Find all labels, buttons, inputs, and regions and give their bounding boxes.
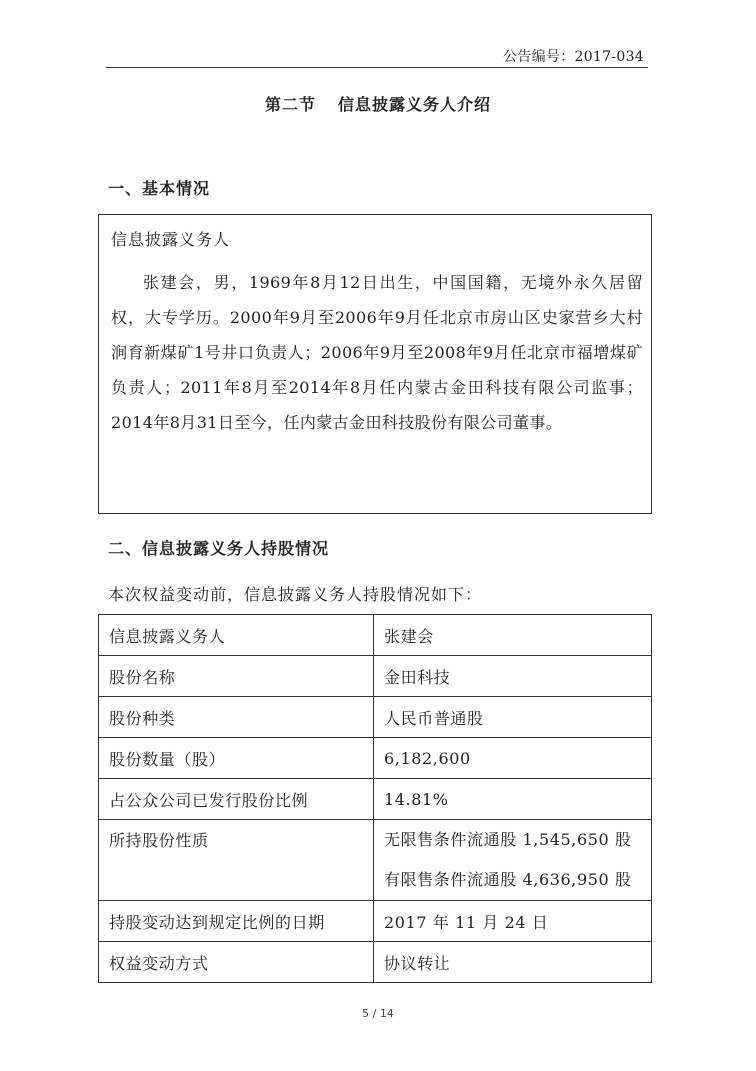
table-row [99,901,652,942]
holdings-intro: 本次权益变动前，信息披露义务人持股情况如下： [108,585,483,604]
table-row [99,820,652,901]
section-number: 第二节 [264,95,316,114]
row-label: 所持股份性质 [99,820,374,901]
bio-paragraph: 张建会，男，1969年8月12日出生，中国国籍，无境外永久居留权，大专学历。2000年9月至2006年9月任北京市房山区史家营乡大村涧育新煤矿1号井口负责人；2006年9月至2008年9月任北京市福增煤矿负责人；2011年8月至2014年8月任内蒙古金田科技有限公司监事；2014年8月31日至今，任内蒙古金田科技股份有限公司董事。 [111,273,643,432]
section-name: 信息披露义务人介绍 [338,95,492,114]
basic-info-heading: 一、基本情况 [108,179,211,198]
table-row [99,615,652,656]
table-row [99,738,652,779]
restricted-shares: 有限售条件流通股 4,636,950 股 [384,870,632,889]
row-label: 权益变动方式 [99,942,374,983]
basic-info-box [98,214,652,514]
page-number: 5 / 14 [362,1007,394,1020]
row-value: 协议转让 [374,942,652,983]
row-value: 2017 年 11 月 24 日 [374,901,652,942]
row-value: 金田科技 [374,656,652,697]
announcement-number: 公告编号：2017-034 [503,49,644,65]
section-title [0,92,756,115]
row-value: 人民币普通股 [374,697,652,738]
row-label: 股份数量（股） [99,738,374,779]
holdings-table [98,614,652,983]
box-title: 信息披露义务人 [111,230,231,249]
table-row [99,942,652,983]
unrestricted-shares: 无限售条件流通股 1,545,650 股 [384,830,632,849]
row-label: 信息披露义务人 [99,615,374,656]
header-divider [106,67,648,68]
table-row [99,656,652,697]
table-row [99,779,652,820]
row-value: 6,182,600 [374,738,652,779]
row-label: 股份种类 [99,697,374,738]
row-label: 股份名称 [99,656,374,697]
row-label: 持股变动达到规定比例的日期 [99,901,374,942]
row-value: 14.81% [374,779,652,820]
row-value [374,820,652,901]
row-label: 占公众公司已发行股份比例 [99,779,374,820]
row-value: 张建会 [374,615,652,656]
table-row [99,697,652,738]
holdings-heading: 二、信息披露义务人持股情况 [108,539,330,558]
